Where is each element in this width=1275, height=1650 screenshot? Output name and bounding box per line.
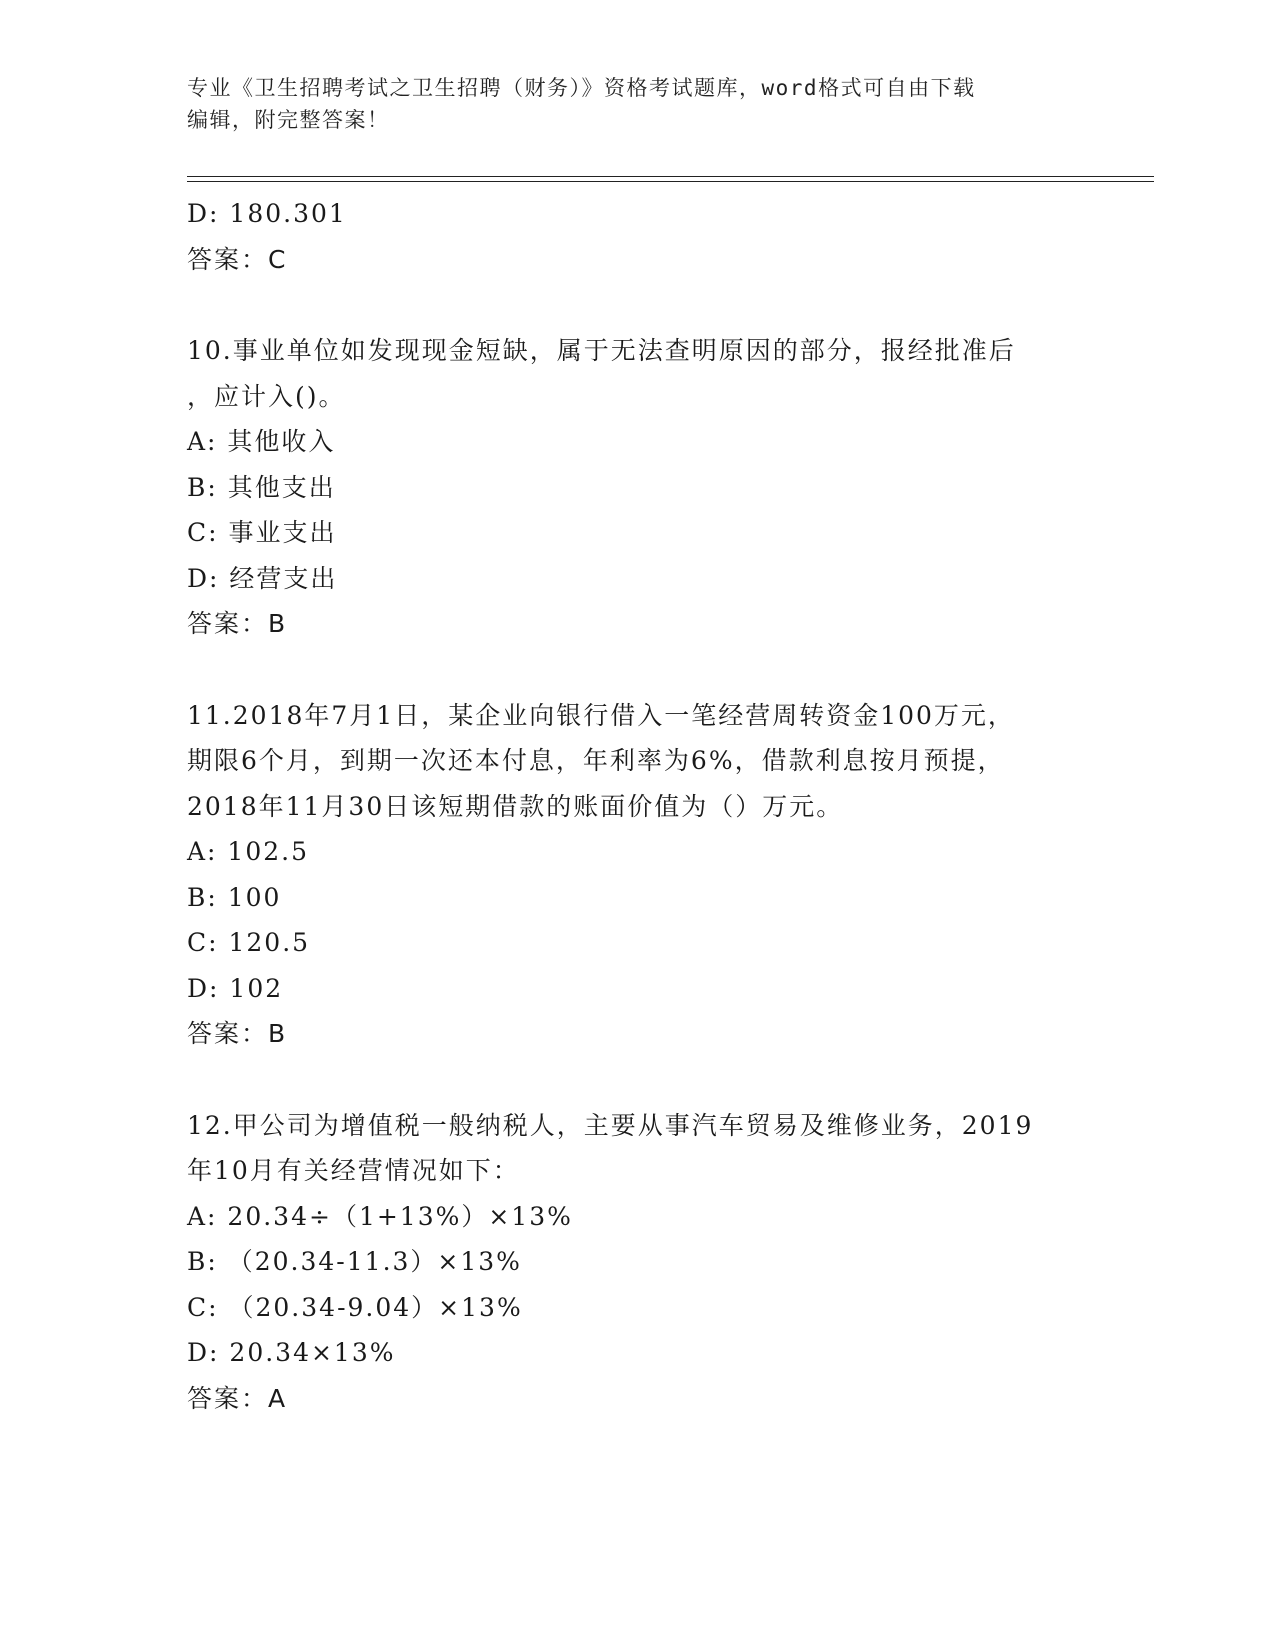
q11-stem-line-2: 期限6个月，到期一次还本付息，年利率为6%，借款利息按月预提， [187,746,1005,775]
prev-answer: 答案：C [187,244,288,274]
q12-stem-line-1: 12.甲公司为增值税一般纳税人，主要从事汽车贸易及维修业务，2019 [187,1110,1034,1140]
question-10 [187,328,1087,647]
q11-answer: 答案：B [187,1019,288,1048]
q10-stem-line-2: ，应计入()。 [187,381,346,411]
q11-option-a: A: 102.5 [187,837,309,866]
q12-option-a: A: 20.34÷（1+13%）×13% [187,1201,573,1231]
header-divider-top [187,176,1154,177]
header-line-1: 专业《卫生招聘考试之卫生招聘（财务）》资格考试题库，word格式可自由下载 [187,76,976,100]
header-line-2: 编辑，附完整答案！ [187,108,390,132]
q11-stem-line-1: 11.2018年7月1日，某企业向银行借入一笔经营周转资金100万元， [187,700,1015,730]
q10-option-d: D: 经营支出 [187,563,338,593]
q12-stem-line-2: 年10月有关经营情况如下： [187,1156,520,1185]
q11-stem-line-3: 2018年11月30日该短期借款的账面价值为（）万元。 [187,791,844,821]
prev-option-d: D: 180.301 [187,199,347,228]
q10-option-c: C: 事业支出 [187,518,337,547]
question-11 [187,693,1087,1057]
q12-option-d: D: 20.34×13% [187,1338,396,1367]
q12-answer: 答案：A [187,1383,288,1413]
q12-option-b: B: （20.34-11.3）×13% [187,1247,522,1276]
q11-option-b: B: 100 [187,882,282,912]
question-content [187,191,1087,1421]
document-header [187,72,1067,136]
q10-option-a: A: 其他收入 [187,427,336,456]
q11-option-d: D: 102 [187,973,284,1003]
q10-answer: 答案：B [187,609,288,638]
q10-option-b: B: 其他支出 [187,472,336,502]
q10-stem-line-1: 10.事业单位如发现现金短缺，属于无法查明原因的部分，报经批准后 [187,336,1016,365]
q12-option-c: C: （20.34-9.04）×13% [187,1292,523,1322]
q11-option-c: C: 120.5 [187,928,311,957]
header-divider-bottom [187,181,1154,182]
question-12 [187,1103,1087,1422]
